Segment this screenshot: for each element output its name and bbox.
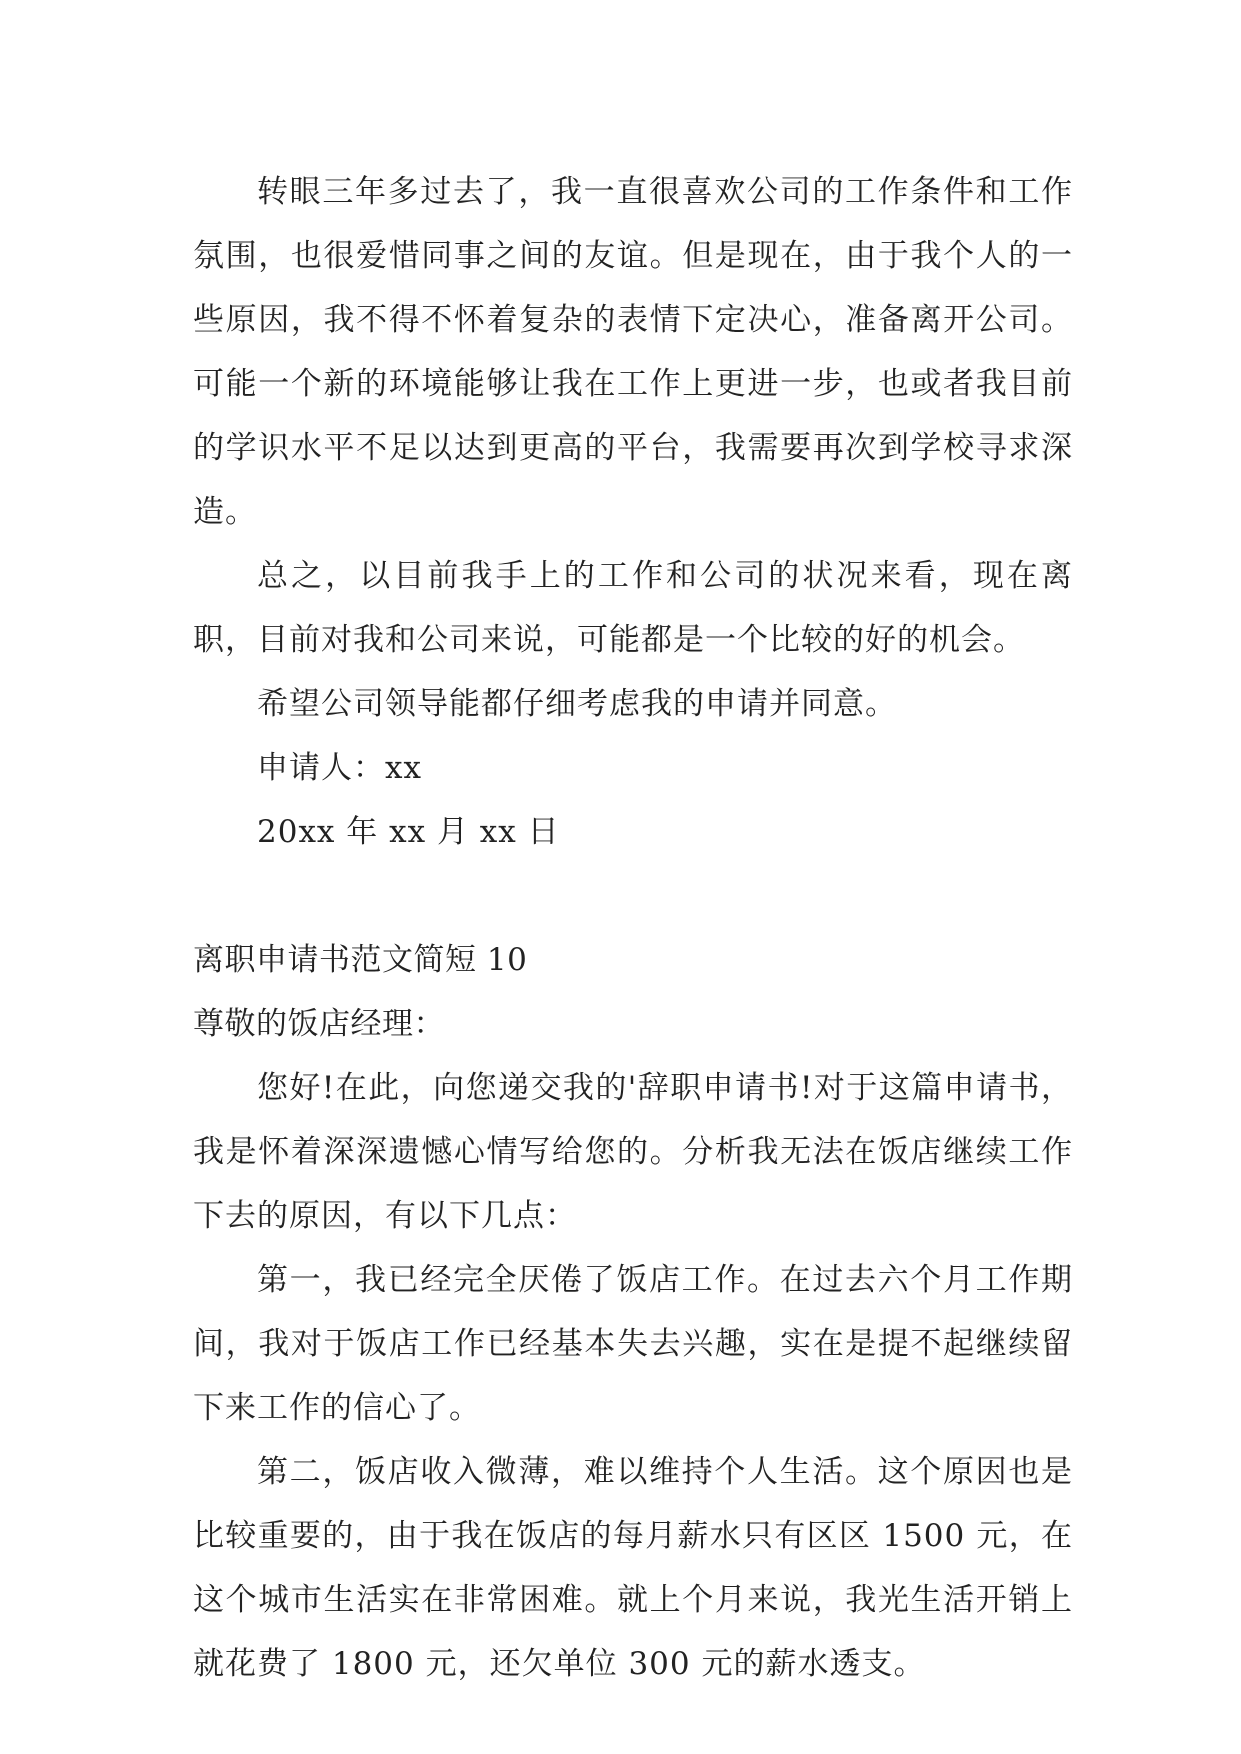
signature-line: 申请人：xx — [257, 750, 422, 786]
paragraph-request: 希望公司领导能都仔细考虑我的申请并同意。 — [257, 686, 897, 722]
paragraph-reason-one: 第一，我已经完全厌倦了饭店工作。在过去六个月工作期间，我对于饭店工作已经基本失去兴趣，实在是提不起继续留下来工作的信心了。 — [193, 1262, 1073, 1426]
document-body — [193, 160, 1073, 1696]
salutation: 尊敬的饭店经理： — [193, 1006, 445, 1042]
paragraph-resignation-reason: 转眼三年多过去了，我一直很喜欢公司的工作条件和工作氛围，也很爱惜同事之间的友谊。但是现在，由于我个人的一些原因，我不得不怀着复杂的表情下定决心，准备离开公司。可能一个新的环境能够让我在工作上更进一步，也或者我目前的学识水平不足以达到更高的平台，我需要再次到学校寻求深造。 — [193, 174, 1073, 530]
paragraph-greeting: 您好!在此，向您递交我的'辞职申请书!对于这篇申请书，我是怀着深深遗憾心情写给您的。分析我无法在饭店继续工作下去的原因，有以下几点： — [193, 1070, 1073, 1234]
section-title: 离职申请书范文简短 10 — [193, 942, 528, 978]
paragraph-summary: 总之，以目前我手上的工作和公司的状况来看，现在离职，目前对我和公司来说，可能都是一个比较的好的机会。 — [193, 558, 1073, 658]
paragraph-reason-two: 第二，饭店收入微薄，难以维持个人生活。这个原因也是比较重要的，由于我在饭店的每月薪水只有区区 1500 元，在这个城市生活实在非常困难。就上个月来说，我光生活开销上就花费了 1800 元，还欠单位 300 元的薪水透支。 — [193, 1454, 1073, 1682]
section-gap — [193, 864, 1073, 928]
date-line: 20xx 年 xx 月 xx 日 — [257, 814, 560, 850]
